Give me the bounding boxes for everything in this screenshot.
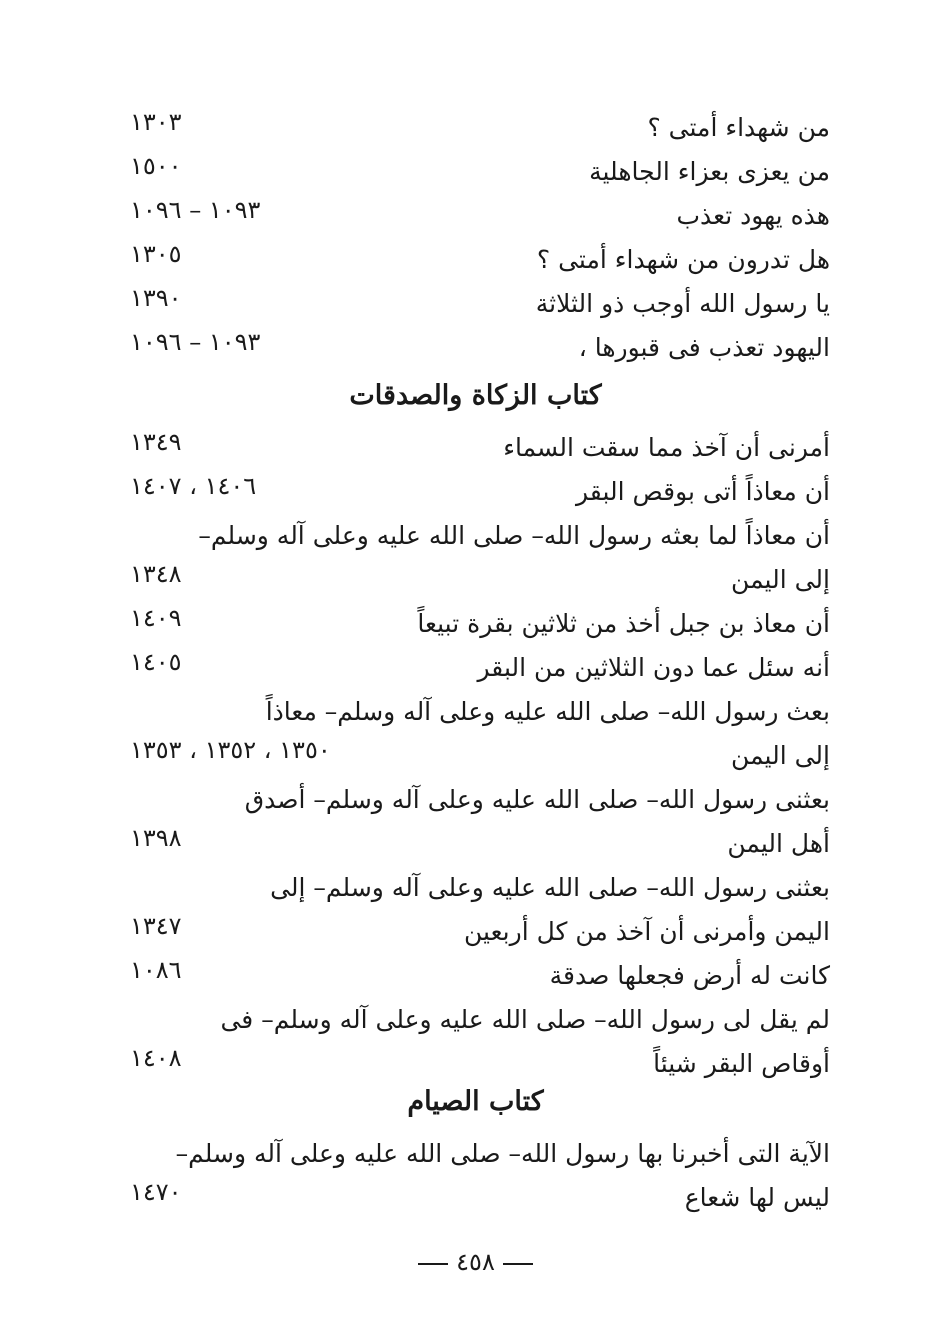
entry-text: من شهداء أمتى ؟ <box>647 113 830 142</box>
entry-text: اليمن وأمرنى أن آخذ من كل أربعين <box>464 917 830 946</box>
entry-ref: ١٣٤٩ <box>130 428 182 456</box>
entry-text: أوقاص البقر شيئاً <box>653 1049 830 1078</box>
entry-text: أن معاذ بن جبل أخذ من ثلاثين بقرة تبيعاً <box>417 609 830 638</box>
entry-text: أن معاذاً لما بعثه رسول الله– صلى الله عليه وعلى آله وسلم– <box>198 521 830 550</box>
entry-ref: ١٣٠٥ <box>130 240 182 268</box>
entry-text: إلى اليمن <box>731 741 830 770</box>
entry-text: هذه يهود تعذب <box>676 201 830 230</box>
index-entry <box>110 866 830 910</box>
entry-ref: ١٣٩٠ <box>130 284 182 312</box>
entry-text: بعثنى رسول الله– صلى الله عليه وعلى آله وسلم– إلى <box>270 873 830 902</box>
index-entry <box>110 998 830 1042</box>
entry-ref: ١٤٠٨ <box>130 1044 182 1072</box>
index-entry <box>110 910 830 954</box>
entry-ref: ١٣٠٣ <box>130 108 182 136</box>
entry-text: هل تدرون من شهداء أمتى ؟ <box>536 245 830 274</box>
entry-ref: ١٠٩٣ – ١٠٩٦ <box>130 328 261 356</box>
index-entry <box>110 514 830 558</box>
index-entry <box>110 822 830 866</box>
entry-text: أمرنى أن آخذ مما سقت السماء <box>503 433 830 462</box>
index-entry <box>110 558 830 602</box>
entry-text: الآية التى أخبرنا بها رسول الله– صلى الله عليه وعلى آله وسلم– <box>175 1139 830 1168</box>
entry-text: اليهود تعذب فى قبورها ، <box>578 333 830 362</box>
index-entry <box>110 1132 830 1176</box>
entry-text: كانت له أرض فجعلها صدقة <box>549 961 830 990</box>
index-entry <box>110 734 830 778</box>
index-entry <box>110 238 830 282</box>
entry-text: أنه سئل عما دون الثلاثين من البقر <box>477 653 830 682</box>
index-entry <box>110 194 830 238</box>
index-entry <box>110 954 830 998</box>
index-entry <box>110 646 830 690</box>
entry-ref: ١٤٠٩ <box>130 604 182 632</box>
entry-ref: ١٥٠٠ <box>130 152 182 180</box>
page-number <box>0 1242 951 1282</box>
entry-text: أن معاذاً أتى بوقص البقر <box>576 477 830 506</box>
entry-ref: ١٤٠٦ ، ١٤٠٧ <box>130 472 257 500</box>
entry-text: بعثنى رسول الله– صلى الله عليه وعلى آله وسلم– أصدق <box>244 785 830 814</box>
entry-ref: ١٠٩٣ – ١٠٩٦ <box>130 196 261 224</box>
index-entry <box>110 106 830 150</box>
section-heading-zakat: كتاب الزكاة والصدقات <box>349 380 602 411</box>
entry-text: أهل اليمن <box>727 829 830 858</box>
entry-text: بعث رسول الله– صلى الله عليه وعلى آله وسلم– معاذاً <box>265 697 830 726</box>
folio-dash <box>418 1263 448 1265</box>
entry-ref: ١٣٤٧ <box>130 912 182 940</box>
index-entry <box>110 326 830 370</box>
entry-text: من يعزى بعزاء الجاهلية <box>589 157 830 186</box>
entry-ref: ١٤٧٠ <box>130 1178 182 1206</box>
entry-ref: ١٣٤٨ <box>130 560 182 588</box>
index-entry <box>110 602 830 646</box>
entry-text: ليس لها شعاع <box>684 1183 830 1212</box>
entry-text: لم يقل لى رسول الله– صلى الله عليه وعلى آله وسلم– فى <box>220 1005 830 1034</box>
page-number-value: ٤٥٨ <box>456 1248 495 1276</box>
index-entry <box>110 470 830 514</box>
section-heading-siyam: كتاب الصيام <box>407 1086 544 1117</box>
entry-text: يا رسول الله أوجب ذو الثلاثة <box>535 289 830 318</box>
entry-ref: ١٣٩٨ <box>130 824 182 852</box>
entry-ref: ١٣٥٠ ، ١٣٥٢ ، ١٣٥٣ <box>130 736 331 764</box>
folio-dash <box>503 1263 533 1265</box>
entry-ref: ١٤٠٥ <box>130 648 182 676</box>
index-entry <box>110 778 830 822</box>
entry-ref: ١٠٨٦ <box>130 956 182 984</box>
entry-text: إلى اليمن <box>731 565 830 594</box>
index-entry <box>110 1176 830 1220</box>
